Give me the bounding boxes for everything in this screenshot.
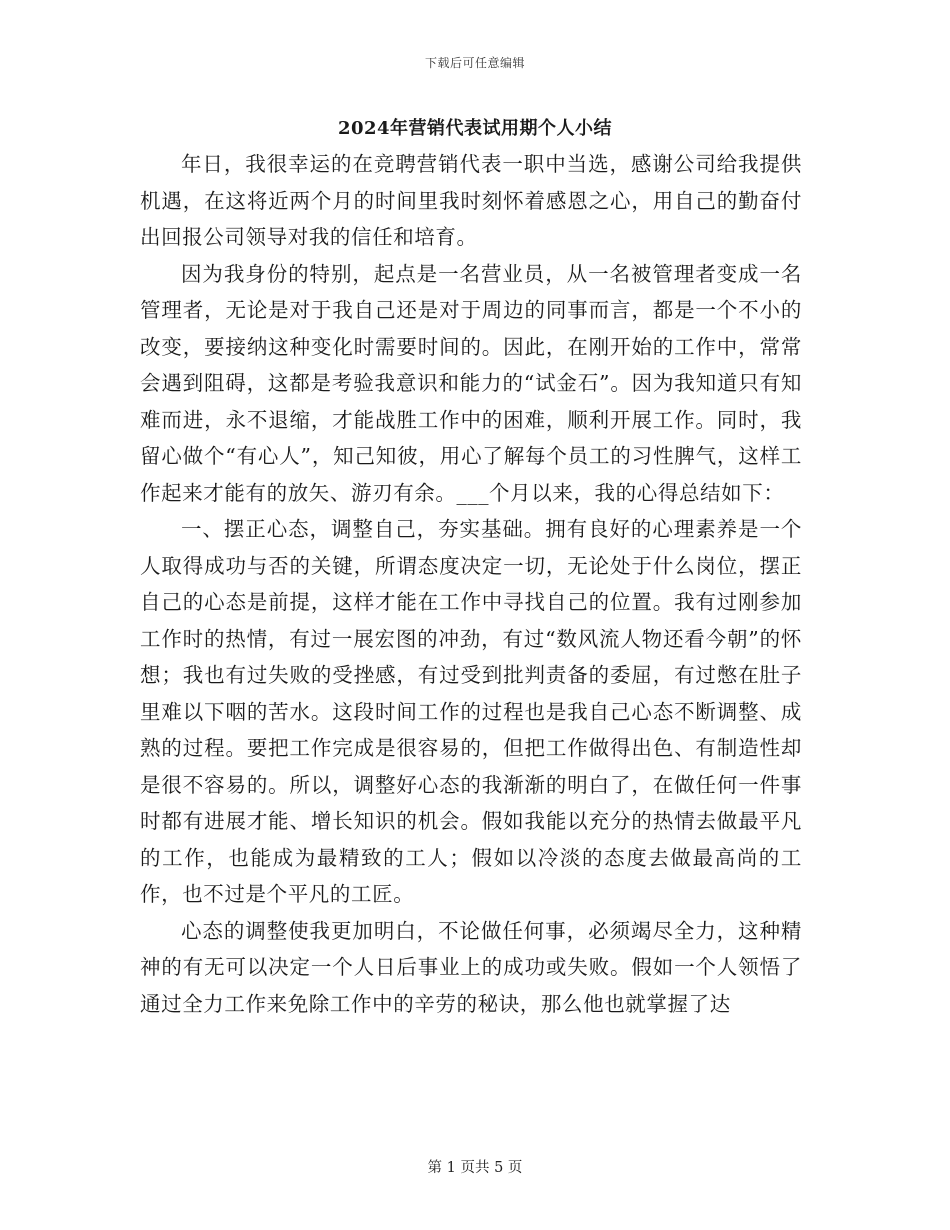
paragraph-intro: 年日，我很幸运的在竞聘营销代表一职中当选，感谢公司给我提供机遇，在这将近两个月的时间里我时刻怀着感恩之心，用自己的勤奋付出回报公司领导对我的信任和培育。 xyxy=(140,152,802,249)
paragraph-identity-change: 因为我身份的特别，起点是一名营业员，从一名被管理者变成一名管理者，无论是对于我自己还是对于周边的同事而言，都是一个不小的改变，要接纳这种变化时需要时间的。因此，在刚开始的工作中，常常会遇到阻碍，这都是考验我意识和能力的“试金石”。因为我知道只有知难而进，永不退缩，才能战胜工作中的困难，顺利开展工作。同时，我留心做个“有心人”，知己知彼，用心了解每个员工的习性脾气，这样工作起来才能有的放矢、游刃有余。___个月以来，我的心得总结如下： xyxy=(140,261,802,505)
document-body xyxy=(140,146,802,1022)
paragraph-mindset: 心态的调整使我更加明白，不论做任何事，必须竭尽全力，这种精神的有无可以决定一个人日后事业上的成功或失败。假如一个人领悟了通过全力工作来免除工作中的辛劳的秘诀，那么他也就掌握了达 xyxy=(140,918,802,1016)
page-header-note: 下载后可任意编辑 xyxy=(424,56,525,70)
page-number: 第 1 页共 5 页 xyxy=(427,1160,523,1176)
document-title: 2024年营销代表试用期个人小结 xyxy=(337,118,613,139)
paragraph-attitude: 一、摆正心态，调整自己，夯实基础。拥有良好的心理素养是一个人取得成功与否的关键，所谓态度决定一切，无论处于什么岗位，摆正自己的心态是前提，这样才能在工作中寻找自己的位置。我有过刚参加工作时的热情，有过一展宏图的冲劲，有过“数风流人物还看今朝”的怀想；我也有过失败的受挫感，有过受到批判责备的委屈，有过憋在肚子里难以下咽的苦水。这段时间工作的过程也是我自己心态不断调整、成熟的过程。要把工作完成是很容易的，但把工作做得出色、有制造性却是很不容易的。所以，调整好心态的我渐渐的明白了，在做任何一件事时都有进展才能、增长知识的机会。假如我能以充分的热情去做最平凡的工作，也能成为最精致的工人；假如以冷淡的态度去做最高尚的工作，也不过是个平凡的工匠。 xyxy=(140,517,802,906)
